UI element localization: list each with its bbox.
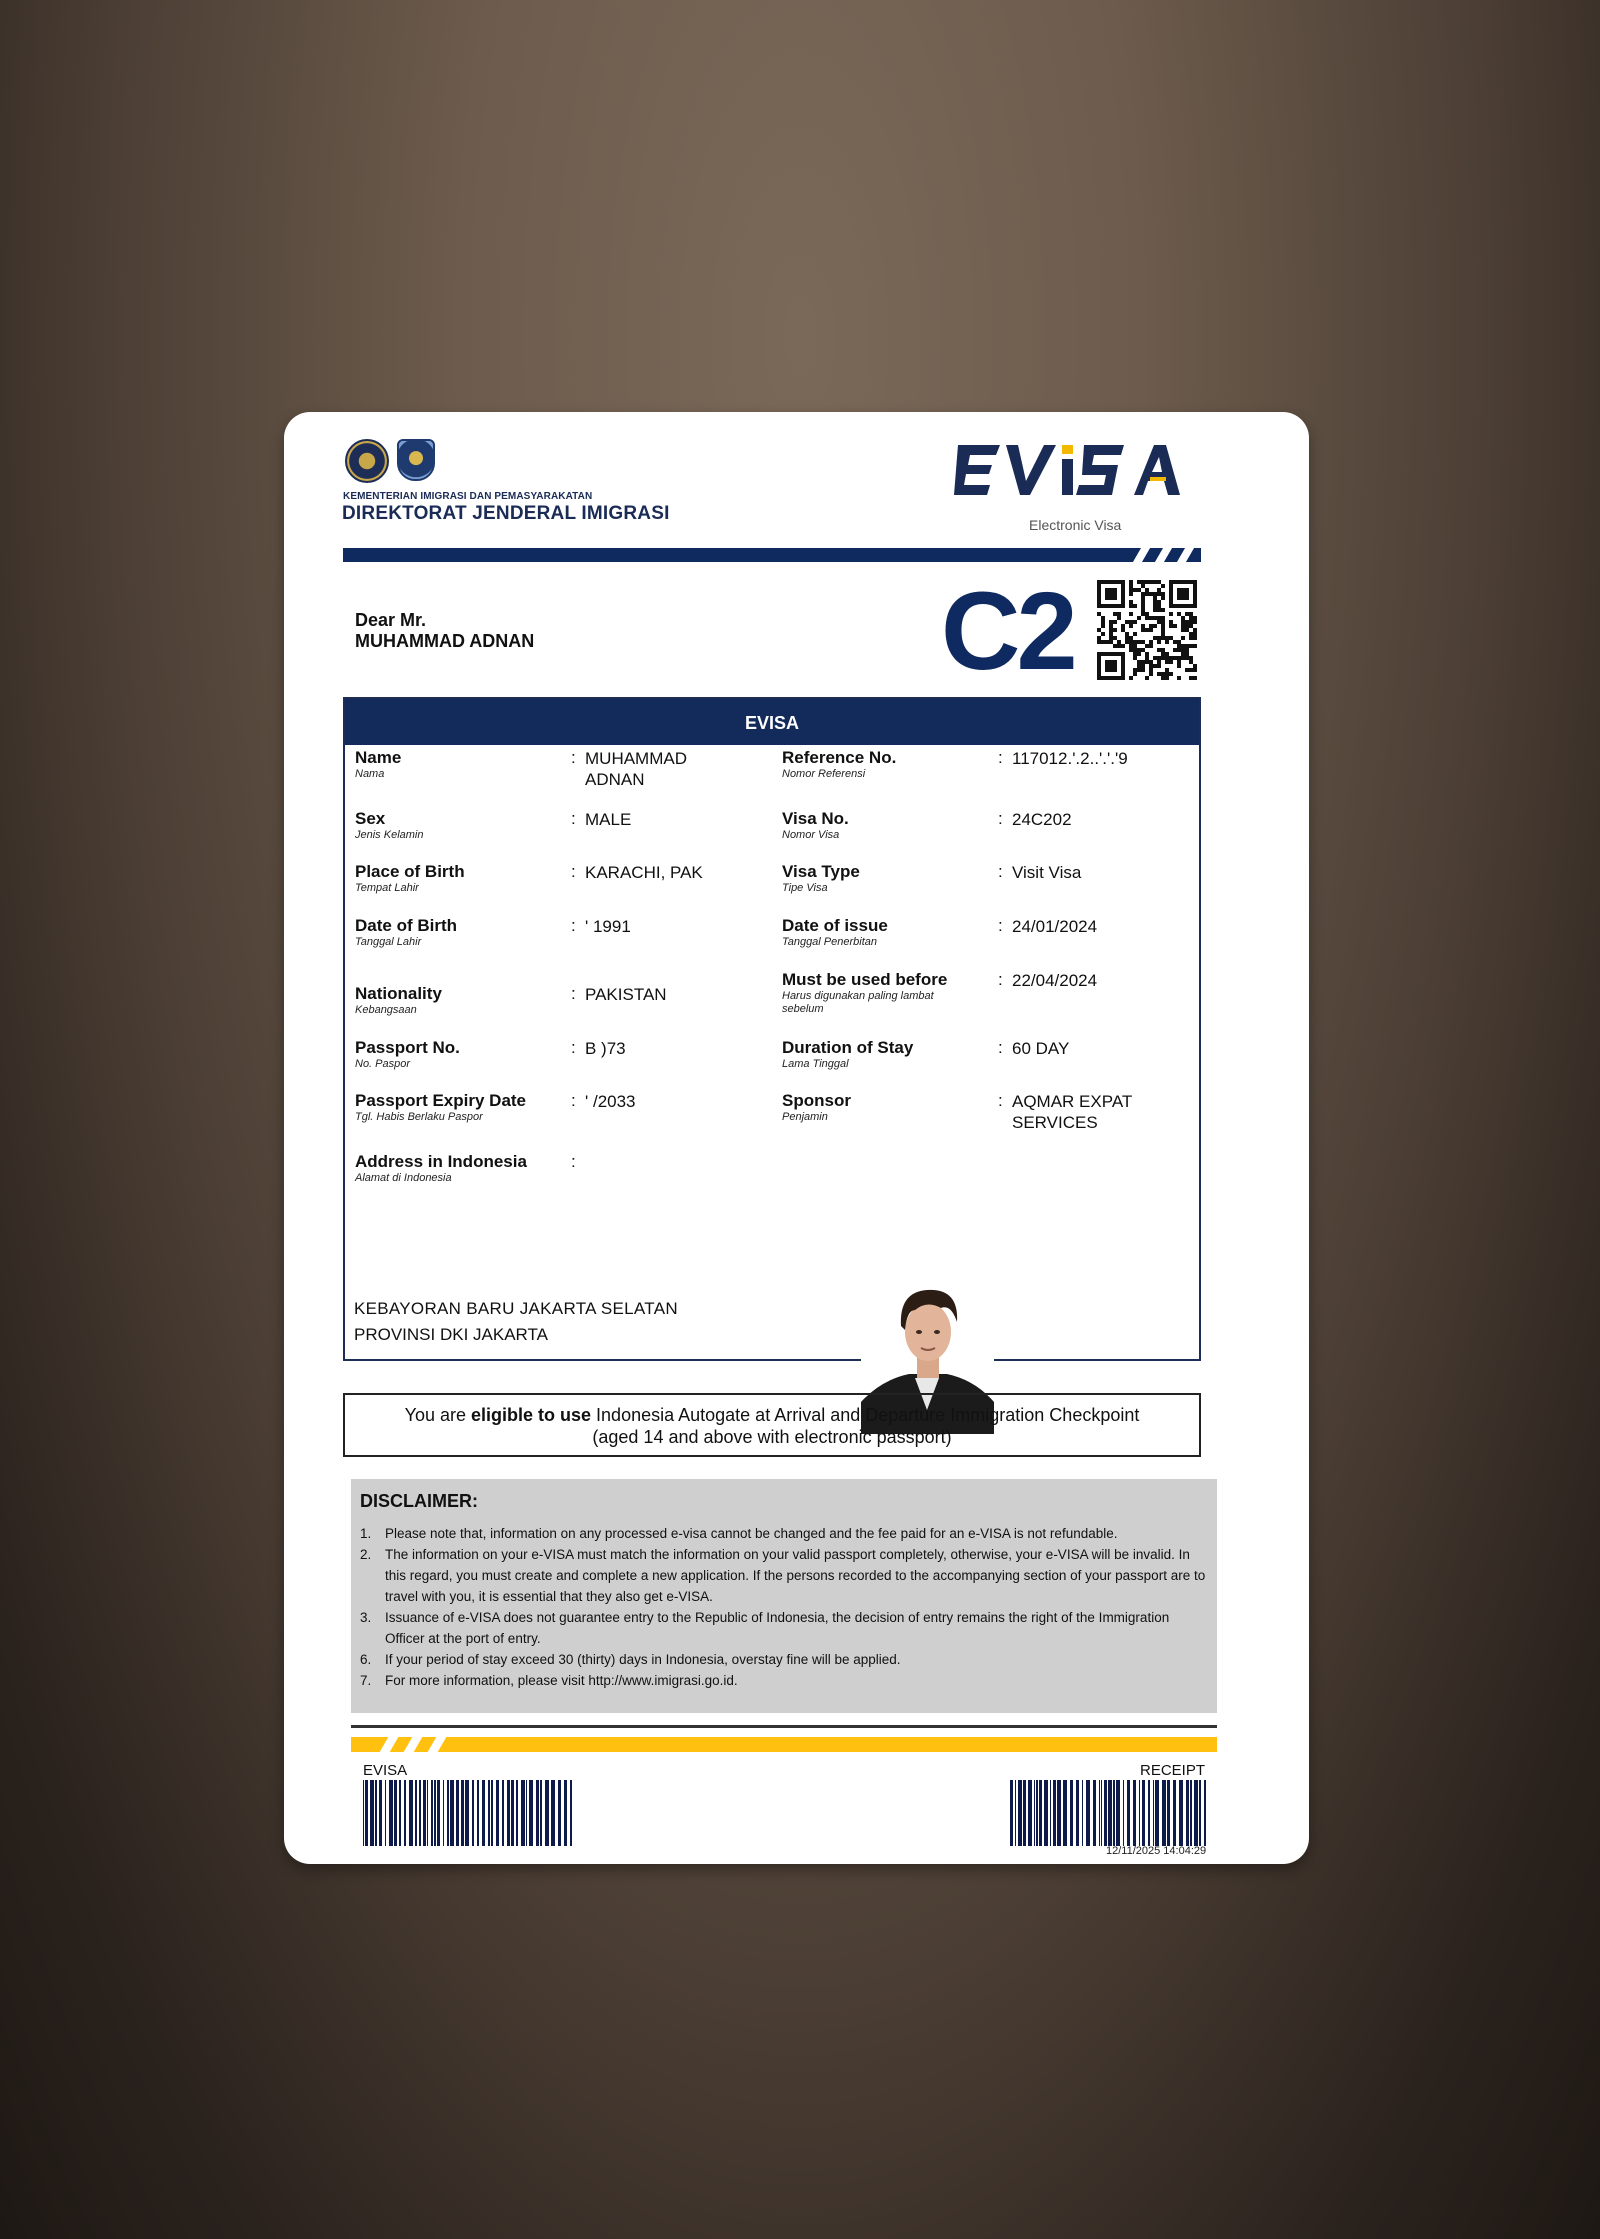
barcode-bar [1204, 1780, 1206, 1846]
field-sublabel: Penjamin [782, 1111, 828, 1123]
barcode-bar [447, 1780, 449, 1846]
field-separator: : [998, 809, 1003, 828]
disclaimer-item [360, 1523, 1206, 1544]
field-separator: : [571, 748, 576, 767]
barcode-bar [551, 1780, 555, 1846]
barcode-bar [1162, 1780, 1166, 1846]
barcode-bar [443, 1780, 444, 1846]
barcode-bar [363, 1780, 364, 1846]
evisa-document [284, 412, 1309, 1864]
barcode-bar [1179, 1780, 1183, 1846]
barcode-bar [1010, 1780, 1013, 1846]
barcode-bar [1076, 1780, 1079, 1846]
barcode-bar [385, 1780, 386, 1846]
barcode-bar [491, 1780, 493, 1846]
logo-subtitle: Electronic Visa [1029, 517, 1122, 533]
barcode-bar [1044, 1780, 1048, 1846]
field-value: 24C202 [1012, 810, 1072, 829]
barcode-bar [1127, 1780, 1130, 1846]
disclaimer-item [360, 1670, 1206, 1691]
barcode-bar [1190, 1780, 1192, 1846]
barcode-bar [545, 1780, 549, 1846]
barcode-bar [370, 1780, 374, 1846]
barcode-bar [456, 1780, 459, 1846]
field-value: ' 1991 [585, 917, 631, 936]
barcode-bar [1167, 1780, 1170, 1846]
barcode-bar [437, 1780, 440, 1846]
barcode-bar [1036, 1780, 1038, 1846]
disclaimer-text: For more information, please visit http://www.imigrasi.go.id. [385, 1673, 738, 1688]
address-line: PROVINSI DKI JAKARTA [354, 1325, 548, 1344]
field-sublabel: Tgl. Habis Berlaku Paspor [355, 1111, 483, 1123]
disclaimer-item [360, 1649, 1206, 1670]
barcode-bar [1082, 1780, 1083, 1846]
barcode-bar [1116, 1780, 1120, 1846]
field-sublabel: No. Paspor [355, 1058, 411, 1070]
barcode-bar [1101, 1780, 1102, 1846]
salutation: Dear Mr. [355, 610, 427, 630]
barcode-bar [1034, 1780, 1035, 1846]
field-separator: : [998, 1091, 1003, 1110]
field-sublabel: Alamat di Indonesia [355, 1172, 452, 1184]
barcode-bar [482, 1780, 485, 1846]
barcode-bar [1113, 1780, 1115, 1846]
disclaimer-text: Issuance of e-VISA does not guarantee entry to the Republic of Indonesia, the decision of entry remains the right of the Immigration Officer at the port of entry. [385, 1610, 1170, 1646]
barcode-bar [1139, 1780, 1140, 1846]
visa-details-panel [343, 697, 1201, 1361]
barcode-bar [465, 1780, 469, 1846]
field-label: Must be used before [782, 970, 948, 989]
field-value: KARACHI, PAK [585, 863, 703, 882]
directorate-name: DIREKTORAT JENDERAL IMIGRASI [342, 503, 670, 524]
barcode-bar [1028, 1780, 1032, 1846]
barcode-bar [399, 1780, 401, 1846]
barcode-bar [507, 1780, 510, 1846]
barcode-bar [477, 1780, 479, 1846]
barcode-bar [496, 1780, 499, 1846]
barcode-bar [558, 1780, 561, 1846]
field-value: B )73 [585, 1039, 626, 1058]
barcode-bar [389, 1780, 393, 1846]
barcode-bar [379, 1780, 382, 1846]
barcode-bar [1123, 1780, 1124, 1846]
barcode-bar [1086, 1780, 1090, 1846]
barcode-bar [415, 1780, 417, 1846]
field-label: Duration of Stay [782, 1038, 914, 1057]
disclaimer-item [360, 1607, 1206, 1649]
barcode-bar [419, 1780, 421, 1846]
disclaimer-text: The information on your e-VISA must match the information on your valid passport completely, otherwise, your e-VISA will be invalid. In this regard, you must create and complete a new application. If the persons recorded to the accompanying section of your passport are to travel with you, it is essential that they also get e-VISA. [385, 1547, 1206, 1604]
field-label: Date of issue [782, 916, 888, 935]
field-label: Sex [355, 809, 386, 828]
field-sublabel: Nomor Visa [782, 829, 840, 841]
field-label: Visa No. [782, 809, 849, 828]
barcode-bar [529, 1780, 533, 1846]
barcode-bar [570, 1780, 572, 1846]
field-sublabel: Lama Tinggal [782, 1058, 849, 1070]
barcode-bar [1104, 1780, 1107, 1846]
autogate-line2: (aged 14 and above with electronic passport) [592, 1427, 952, 1447]
field-label: Reference No. [782, 748, 897, 767]
barcode-bar [1155, 1780, 1159, 1846]
barcode-bar [450, 1780, 454, 1846]
barcode-bar [1153, 1780, 1154, 1846]
barcode-bar [1023, 1780, 1026, 1846]
barcode-bar [365, 1780, 368, 1846]
disclaimer-title: DISCLAIMER: [360, 1491, 478, 1511]
barcode-bar [564, 1780, 567, 1846]
field-value: 24/01/2024 [1012, 917, 1098, 936]
field-label: Date of Birth [355, 916, 457, 935]
receipt-barcode-label: RECEIPT [1140, 1762, 1206, 1779]
evisa-barcode [363, 1780, 577, 1846]
field-label: Sponsor [782, 1091, 851, 1110]
disclaimer-text: Please note that, information on any processed e-visa cannot be changed and the fee paid for an e-VISA is not refundable. [385, 1526, 1118, 1541]
barcode-bar [1186, 1780, 1189, 1846]
field-separator: : [571, 1091, 576, 1110]
evisa-barcode-label: EVISA [363, 1762, 408, 1779]
field-sublabel: Harus digunakan paling lambat sebelum [782, 990, 934, 1015]
field-sublabel: Tanggal Lahir [355, 936, 422, 948]
field-sublabel: Jenis Kelamin [355, 829, 424, 841]
address-line-cut: KEBAYORAN BARU JAKARTA SELATAN [354, 1299, 678, 1318]
field-label: Name [355, 748, 402, 767]
barcode-bar [375, 1780, 377, 1846]
disclaimer-item [360, 1544, 1206, 1607]
barcode-bar [1015, 1780, 1016, 1846]
disclaimer-number: 2. [360, 1547, 372, 1562]
field-separator: : [998, 748, 1003, 767]
barcode-bar [521, 1780, 525, 1846]
disclaimer-number: 3. [360, 1610, 372, 1625]
field-value: MALE [585, 810, 632, 829]
field-value: ' /2033 [585, 1092, 636, 1111]
field-label: Nationality [355, 984, 442, 1003]
field-value: 60 DAY [1012, 1039, 1070, 1058]
barcode-bar [409, 1780, 413, 1846]
field-separator: : [571, 916, 576, 935]
barcode-bar [516, 1780, 518, 1846]
autogate-bold: eligible to use [471, 1405, 592, 1425]
barcode-bar [1194, 1780, 1198, 1846]
barcode-bar [1063, 1780, 1067, 1846]
receipt-barcode [1010, 1780, 1206, 1846]
field-label: Place of Birth [355, 862, 465, 881]
barcode-bar [1133, 1780, 1136, 1846]
field-value: 22/04/2024 [1012, 971, 1098, 990]
barcode-bar [1053, 1780, 1056, 1846]
barcode-bar [502, 1780, 504, 1846]
barcode-bar [1050, 1780, 1051, 1846]
barcode-bar [1070, 1780, 1073, 1846]
autogate-rest: Indonesia Autogate at Arrival and Departure Immigration Checkpoint [591, 1405, 1140, 1425]
disclaimer-text: If your period of stay exceed 30 (thirty) days in Indonesia, overstay fine will be applied. [385, 1652, 901, 1667]
barcode-bar [1148, 1780, 1150, 1846]
divider-line [351, 1725, 1217, 1728]
barcode-bar [488, 1780, 490, 1846]
barcode-bar [1018, 1780, 1022, 1846]
barcode-bar [1199, 1780, 1201, 1846]
field-value: AQMAR EXPAT SERVICES [1012, 1092, 1133, 1132]
barcode-bar [1057, 1780, 1061, 1846]
field-sublabel: Tempat Lahir [355, 882, 419, 894]
holder-name: MUHAMMAD ADNAN [355, 631, 535, 651]
ministry-name: KEMENTERIAN IMIGRASI DAN PEMASYARAKATAN [343, 491, 593, 502]
field-label: Address in Indonesia [355, 1152, 527, 1171]
evisa-logo [954, 437, 1194, 517]
barcode-bar [434, 1780, 436, 1846]
field-value: 117012.'.2..'.'.'9 [1012, 749, 1128, 768]
field-sublabel: Nama [355, 768, 385, 780]
field-value: Visit Visa [1012, 863, 1082, 882]
field-separator: : [571, 984, 576, 1003]
field-label: Visa Type [782, 862, 860, 881]
field-sublabel: Tanggal Penerbitan [782, 936, 878, 948]
greeting [355, 610, 534, 652]
barcode-bar [461, 1780, 464, 1846]
field-separator: : [998, 916, 1003, 935]
panel-title: EVISA [345, 699, 1199, 745]
qr-code-icon [1097, 580, 1197, 680]
barcode-bar [526, 1780, 527, 1846]
field-sublabel: Kebangsaan [355, 1004, 417, 1016]
barcode-bar [511, 1780, 514, 1846]
field-value: PAKISTAN [585, 985, 667, 1004]
barcode-bar [423, 1780, 426, 1846]
field-separator: : [998, 862, 1003, 881]
disclaimer-number: 6. [360, 1652, 372, 1667]
yellow-stripe [351, 1737, 1217, 1752]
barcode-bar [394, 1780, 397, 1846]
print-timestamp: 12/11/2025 14:04:29 [1106, 1845, 1207, 1857]
field-label: Passport No. [355, 1038, 460, 1057]
disclaimer-box [351, 1479, 1217, 1713]
autogate-prefix: You are [404, 1405, 472, 1425]
barcode-bar [1108, 1780, 1112, 1846]
barcode-bar [1142, 1780, 1145, 1846]
disclaimer-number: 1. [360, 1526, 372, 1541]
barcode-bar [1173, 1780, 1176, 1846]
field-separator: : [998, 970, 1003, 989]
barcode-bar [427, 1780, 428, 1846]
barcode-bar [1099, 1780, 1100, 1846]
field-separator: : [571, 809, 576, 828]
barcode-bar [540, 1780, 542, 1846]
barcode-bar [404, 1780, 406, 1846]
garuda-emblem-icon [345, 439, 389, 483]
autogate-notice [343, 1393, 1201, 1457]
field-sublabel: Tipe Visa [782, 882, 828, 894]
field-label: Passport Expiry Date [355, 1091, 527, 1110]
barcode-bar [472, 1780, 474, 1846]
header-stripe [343, 548, 1201, 562]
field-separator: : [571, 1152, 576, 1171]
field-sublabel: Nomor Referensi [782, 768, 866, 780]
immigration-emblem-icon [397, 439, 435, 481]
field-separator: : [571, 862, 576, 881]
field-value: MUHAMMAD ADNAN [585, 749, 687, 789]
barcode-bar [536, 1780, 539, 1846]
barcode-bar [431, 1780, 433, 1846]
field-separator: : [998, 1038, 1003, 1057]
visa-index-code: C2 [941, 570, 1074, 693]
disclaimer-number: 7. [360, 1673, 372, 1688]
disclaimer-list [360, 1523, 1206, 1691]
barcode-bar [1093, 1780, 1096, 1846]
field-separator: : [571, 1038, 576, 1057]
barcode-bar [1039, 1780, 1042, 1846]
